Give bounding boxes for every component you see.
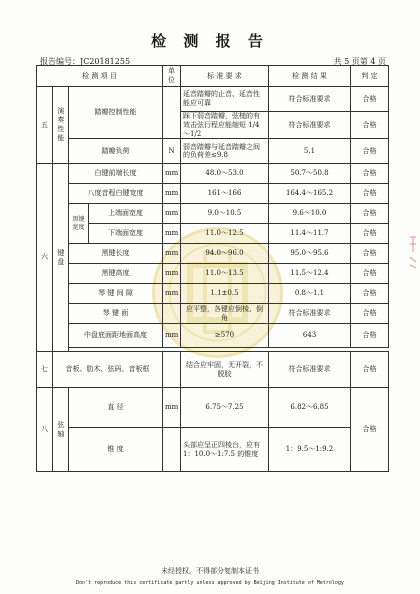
- table-row: [37, 264, 389, 284]
- section-group: 演奏性能: [53, 87, 69, 164]
- row-requirement: 应平整，各键应倒棱、倒角: [181, 304, 269, 324]
- report-title: 检 测 报 告: [151, 32, 269, 50]
- row-verdict: 合格: [351, 224, 389, 244]
- row-result: 11.4～11.7: [269, 224, 351, 244]
- row-verdict: 合格: [351, 352, 389, 388]
- row-item: 八度音程白键宽度: [69, 184, 163, 204]
- row-requirement: 11.0～13.5: [181, 264, 269, 284]
- table-row: [37, 352, 389, 388]
- row-verdict: 合格: [351, 204, 389, 224]
- table-row: [37, 324, 389, 348]
- row-verdict: 合格: [351, 284, 389, 304]
- row-item: 琴 键 间 隙: [69, 284, 163, 304]
- header-item: 检 测 项 目: [37, 66, 163, 87]
- row-verdict: 合格: [351, 264, 389, 284]
- table-row: [37, 87, 389, 112]
- header-result: 检 测 结 果: [269, 66, 351, 87]
- report-number: 报告编号：JC20181255: [40, 57, 131, 66]
- table-row: [37, 184, 389, 204]
- row-unit: mm: [163, 224, 181, 244]
- table-row: [37, 139, 389, 164]
- section-group: 键盘: [53, 164, 69, 352]
- row-unit: mm: [163, 264, 181, 284]
- row-requirement: 94.0～96.0: [181, 244, 269, 264]
- row-result: 643: [269, 324, 351, 348]
- header-row: [37, 66, 389, 87]
- header-requirement: 标 准 要 求: [181, 66, 269, 87]
- row-result: 95.0～95.6: [269, 244, 351, 264]
- row-result: 1：9.5～1:9.2: [269, 428, 351, 472]
- row-verdict: 合格: [351, 184, 389, 204]
- row-verdict: 合格: [351, 112, 389, 139]
- row-requirement: 48.0～53.0: [181, 164, 269, 184]
- row-requirement: 延音踏瓣的止音、延音性能应可靠: [181, 87, 269, 112]
- row-result: 0.8～1.1: [269, 284, 351, 304]
- row-unit: mm: [163, 244, 181, 264]
- table-row: [37, 304, 389, 324]
- section-number: 六: [37, 164, 53, 352]
- page-info: 共 5 页第 4 页: [333, 57, 386, 66]
- footer-notice-cn: 未经授权，不得部分复制本证书: [161, 567, 259, 575]
- row-item: 下端面宽度: [89, 224, 163, 244]
- section-group: 弦轴: [53, 388, 69, 472]
- row-item: 黑键长度: [69, 244, 163, 264]
- footer-notice-en: Don't reproduce this certificate partly unless approved by Beijing Institute of Metrology: [76, 580, 344, 586]
- row-requirement: ≥570: [181, 324, 269, 348]
- row-verdict: 合格: [351, 87, 389, 112]
- row-verdict: 合格: [351, 304, 389, 324]
- row-result: 6.82～6.85: [269, 388, 351, 428]
- header-unit: 单位: [163, 66, 181, 87]
- row-result: 符合标准要求: [269, 112, 351, 139]
- table-row: [37, 244, 389, 264]
- table-row: [37, 284, 389, 304]
- inspection-table: [36, 65, 389, 472]
- row-item: 音板、肋木、弦码、音板框: [53, 352, 163, 388]
- row-verdict: 合格: [351, 244, 389, 264]
- table-row: [37, 224, 389, 244]
- row-unit: mm: [163, 324, 181, 348]
- section-number: 五: [37, 87, 53, 164]
- row-item: 踏瓣负荷: [69, 139, 163, 164]
- row-requirement: 1.1±0.5: [181, 284, 269, 304]
- row-unit: mm: [163, 284, 181, 304]
- row-item: 直 径: [69, 388, 163, 428]
- row-requirement: 头部应呈正四棱台，应有 1：10.0～1:7.5 的锥度: [181, 428, 269, 472]
- row-requirement: 弱音踏瓣与延音踏瓣之间的负荷差≤9.8: [181, 139, 269, 164]
- row-item: 锥 度: [69, 428, 163, 472]
- row-unit: [163, 304, 181, 324]
- row-unit: N: [163, 139, 181, 164]
- row-item: 黑键高度: [69, 264, 163, 284]
- row-unit: mm: [163, 184, 181, 204]
- row-item: 白键前端长度: [69, 164, 163, 184]
- row-item: 琴 键 面: [69, 304, 163, 324]
- row-requirement: 161～166: [181, 184, 269, 204]
- row-requirement: 踩下弱音踏瓣，弦槌的有效击弦行程应能缩短 1/4～1/2: [181, 112, 269, 139]
- row-result: 50.7～50.8: [269, 164, 351, 184]
- row-requirement: 9.0～10.5: [181, 204, 269, 224]
- row-result: 164.4～165.2: [269, 184, 351, 204]
- row-unit: mm: [163, 204, 181, 224]
- row-unit: mm: [163, 164, 181, 184]
- row-verdict: 合格: [351, 388, 389, 472]
- row-requirement: 6.75～7.25: [181, 388, 269, 428]
- row-item: 上端面宽度: [89, 204, 163, 224]
- table-row: [37, 428, 389, 472]
- row-unit: mm: [163, 388, 181, 428]
- black-key-width-label: 黑键宽度: [69, 204, 89, 244]
- row-result: 符合标准要求: [269, 352, 351, 388]
- section-number: 八: [37, 388, 53, 472]
- row-result: 符合标准要求: [269, 87, 351, 112]
- row-item: 中盘底面距地面高度: [69, 324, 163, 348]
- table-row: [37, 164, 389, 184]
- row-verdict: 合格: [351, 164, 389, 184]
- table-row: [37, 204, 389, 224]
- section-number: 七: [37, 352, 53, 388]
- row-requirement: 11.0～12.5: [181, 224, 269, 244]
- header-verdict: 判 定: [351, 66, 389, 87]
- row-verdict: 合格: [351, 324, 389, 348]
- table-row: [37, 388, 389, 428]
- row-item: 踏瓣控制性能: [69, 87, 163, 139]
- row-result: 5.1: [269, 139, 351, 164]
- row-result: 符合标准要求: [269, 304, 351, 324]
- row-verdict: 合格: [351, 139, 389, 164]
- row-result: 11.5～12.4: [269, 264, 351, 284]
- row-requirement: 结合应牢固，无开裂，不脱胶: [181, 352, 269, 388]
- edge-stamp-mark: [408, 232, 418, 272]
- row-result: 9.6～10.0: [269, 204, 351, 224]
